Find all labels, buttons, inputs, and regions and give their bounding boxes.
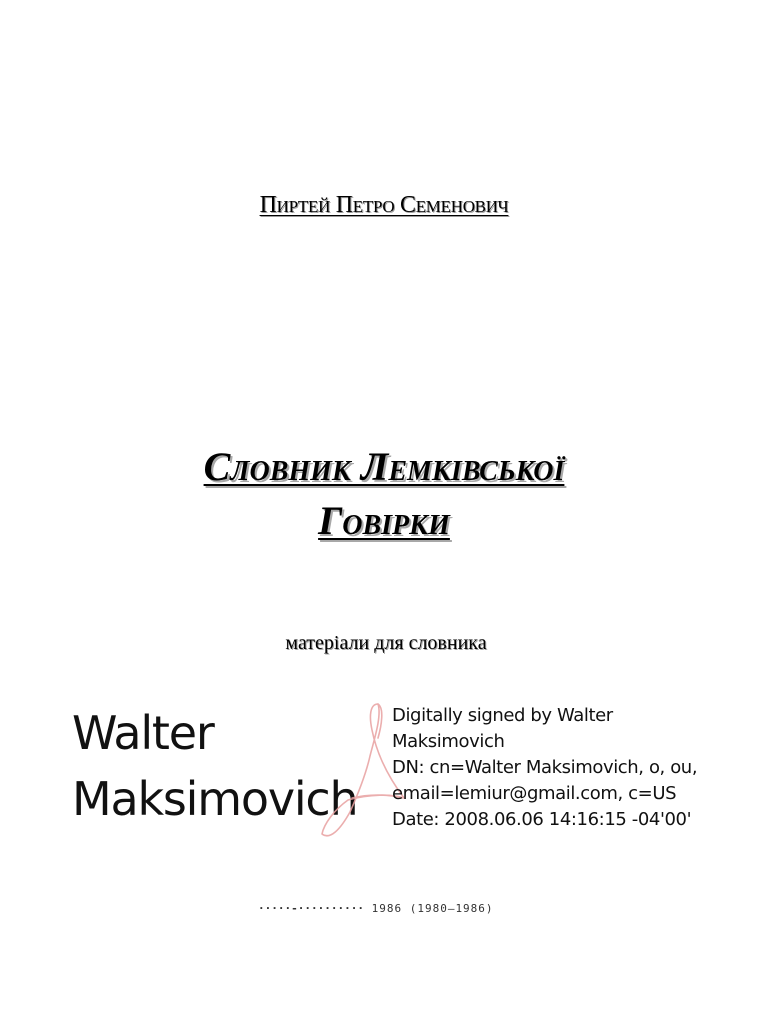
title-line-2: Говірки: [318, 498, 450, 543]
signature-detail-line: DN: cn=Walter Maksimovich, o, ou,: [392, 757, 698, 778]
footer-year: 1986 (1980–1986): [363, 902, 494, 915]
footer-date-line: [258, 902, 494, 915]
footer-dots: ·····-··········: [258, 902, 364, 915]
signer-last-name: Maksimovich: [72, 772, 358, 826]
signer-first-name: Walter: [72, 706, 214, 760]
signature-details: [392, 703, 697, 833]
title-line-1: Словник Лемківської: [203, 444, 565, 489]
author-name: Пиртей Петро Семенович: [259, 192, 509, 218]
document-subtitle: матеріали для словника: [285, 632, 487, 654]
signature-detail-line: Maksimovich: [392, 731, 505, 752]
document-title: [0, 440, 768, 548]
signature-detail-line: Digitally signed by Walter: [392, 705, 613, 726]
signature-detail-line: Date: 2008.06.06 14:16:15 -04'00': [392, 809, 692, 830]
signature-detail-line: email=lemiur@gmail.com, c=US: [392, 783, 677, 804]
